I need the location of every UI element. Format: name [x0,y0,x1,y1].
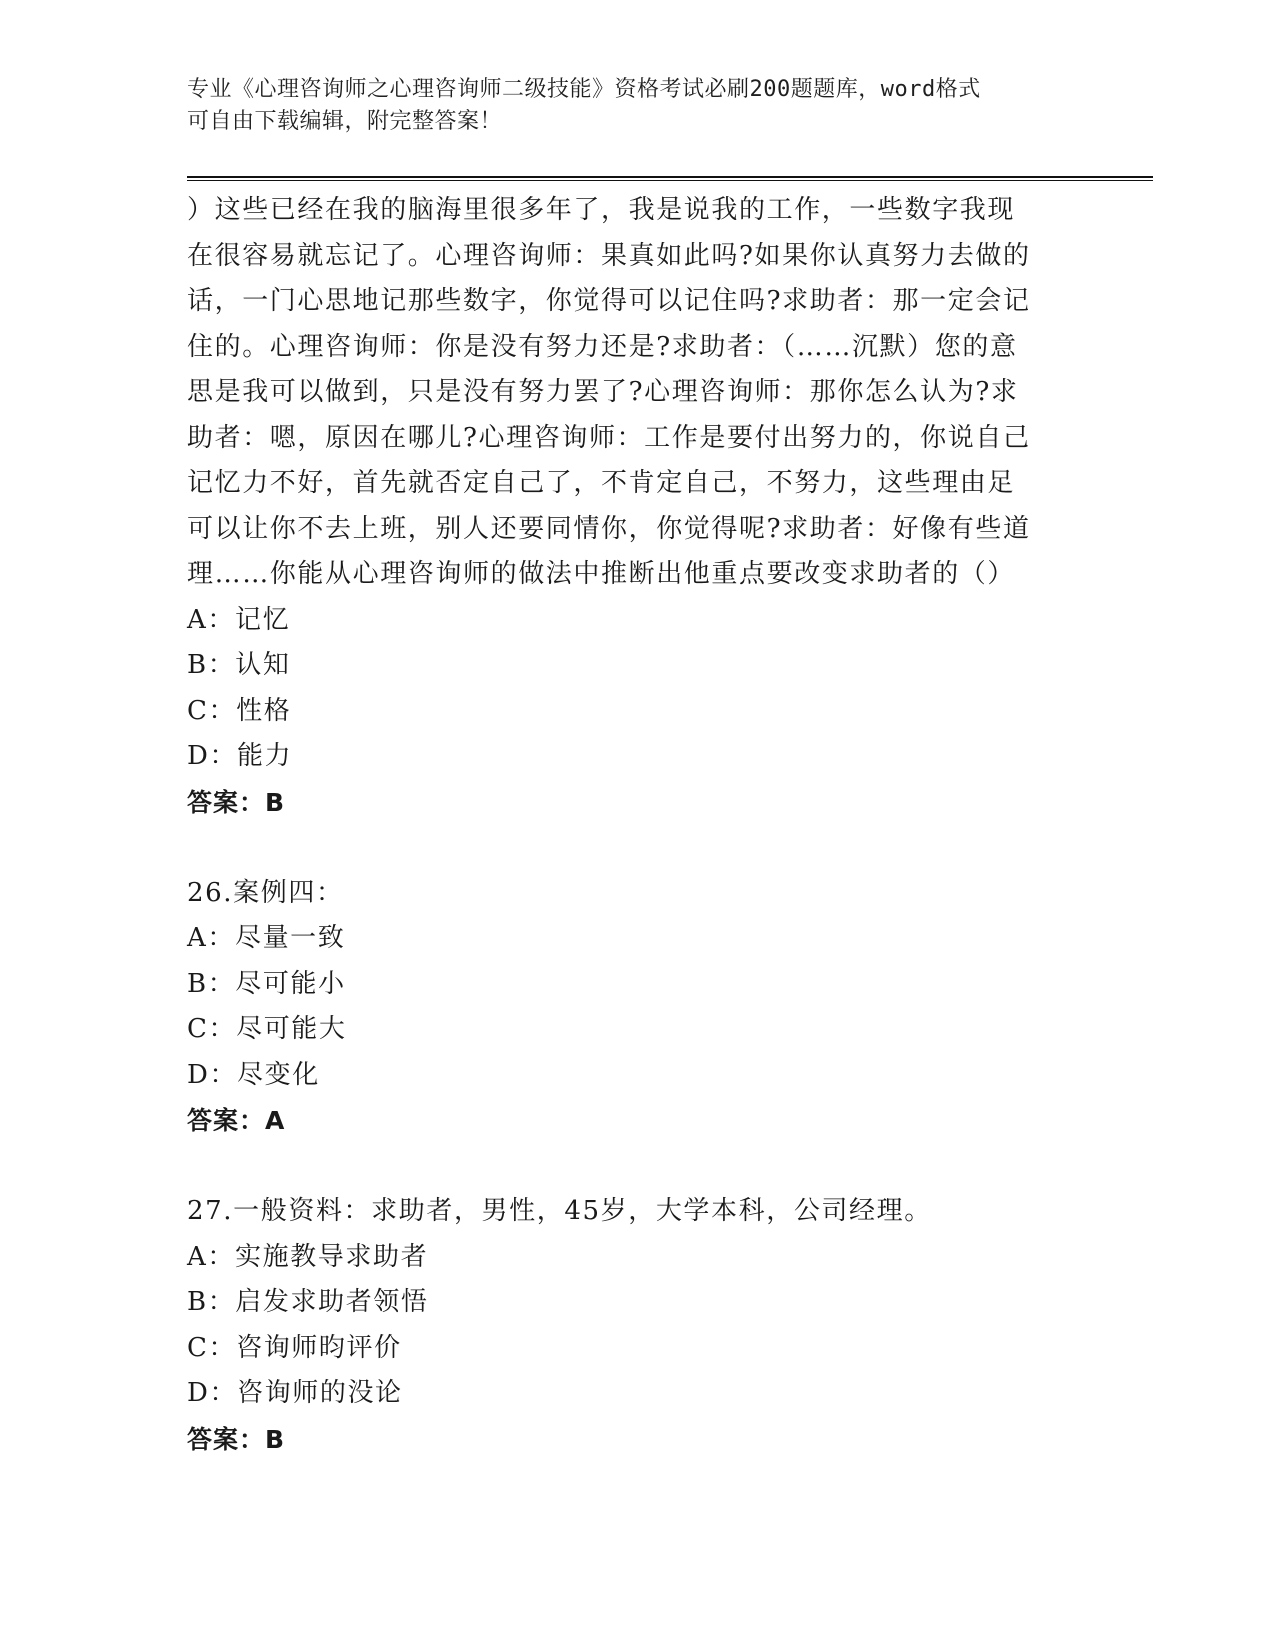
question-27 [187,1189,1067,1462]
option-b: B：启发求助者领悟 [187,1287,429,1317]
question-text-line: 理……你能从心理咨询师的做法中推断出他重点要改变求助者的（） [187,559,1016,589]
option-b: B：认知 [187,650,291,680]
question-26 [187,871,1067,1144]
question-text-line: 可以让你不去上班，别人还要同情你，你觉得呢?求助者：好像有些道 [187,513,1031,544]
question-text-line: 记忆力不好，首先就否定自己了，不肯定自己，不努力，这些理由足 [187,468,1016,498]
question-text-line: 思是我可以做到，只是没有努力罢了?心理咨询师：那你怎么认为?求 [187,377,1019,407]
option-a: A：实施教导求助者 [187,1241,429,1272]
question-title: 26.案例四： [187,877,344,908]
header-line-2: 可自由下载编辑，附完整答案！ [187,109,503,134]
option-d: D：能力 [187,741,293,771]
option-d: D：尽变化 [187,1059,320,1090]
option-c: C：性格 [187,695,292,726]
document-body [187,188,1067,1462]
question-text-line: 助者：嗯，原因在哪儿?心理咨询师：工作是要付出努力的，你说自己 [187,422,1031,453]
question-text-line: 话，一门心思地记那些数字，你觉得可以记住吗?求助者：那一定会记 [187,286,1031,316]
option-b: B：尽可能小 [187,968,346,999]
spacer [187,825,1067,871]
option-d: D：咨询师的没论 [187,1378,403,1408]
question-title: 27.一般资料：求助者，男性，45岁，大学本科，公司经理。 [187,1196,932,1226]
option-a: A：尽量一致 [187,923,346,953]
answer: 答案：B [187,787,286,817]
header-divider [187,176,1153,181]
question-text-line: 在很容易就忘记了。心理咨询师：果真如此吗?如果你认真努力去做的 [187,240,1031,271]
answer: 答案：A [187,1106,286,1135]
option-c: C：尽可能大 [187,1014,347,1044]
document-header [187,74,1067,138]
header-line-1: 专业《心理咨询师之心理咨询师二级技能》资格考试必刷200题题库，word格式 [187,77,981,102]
option-c: C：咨询师昀评价 [187,1332,402,1363]
question-text-line: ）这些已经在我的脑海里很多年了，我是说我的工作，一些数字我现 [187,195,1016,225]
question-text-line: 住的。心理咨询师：你是没有努力还是?求助者：（……沉默）您的意 [187,331,1018,362]
question-25 [187,188,1067,825]
spacer [187,1144,1067,1190]
answer: 答案：B [187,1424,286,1454]
option-a: A：记忆 [187,604,291,635]
